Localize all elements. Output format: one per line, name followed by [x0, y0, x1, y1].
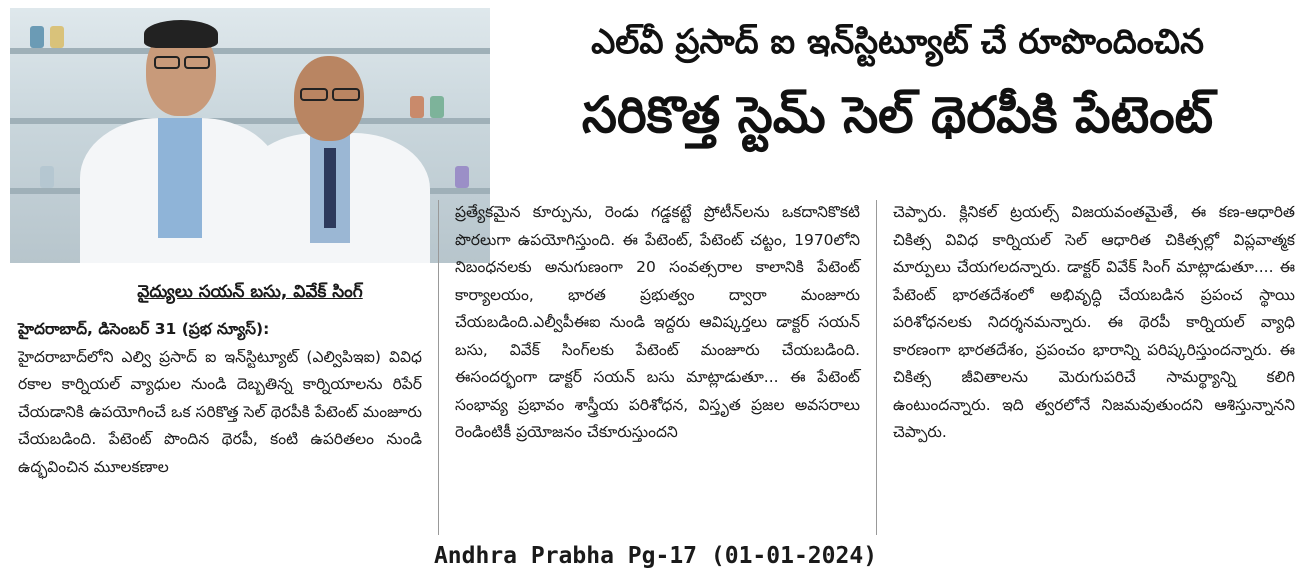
column-divider: [438, 200, 439, 535]
doctors-photo: [10, 8, 490, 263]
article-column-1: [18, 316, 422, 481]
column-divider: [876, 200, 877, 535]
photo-caption: వైద్యులు సయన్ బసు, వివేక్ సింగ్: [137, 282, 363, 302]
headline-line-1: ఎల్‌వీ ప్రసాద్ ఐ ఇన్‌స్టిట్యూట్ చే రూపొందించిన: [591, 22, 1204, 62]
article-column-3: [893, 199, 1295, 447]
headline-line-2: సరికొత్త స్టెమ్ సెల్ థెరపీకి పేటెంట్: [581, 86, 1214, 144]
column-3-text: చెప్పారు. క్లినికల్ ట్రయల్స్ విజయవంతమైతే, ఈ కణ-ఆధారిత చికిత్స వివిధ కార్నియల్ సెల్ ఆధారిత చికిత్సల్లో విప్లవాత్మక మార్పులు చేయగలదన్నారు. డాక్టర్ వివేక్ సింగ్ మాట్లాడుతూ.... ఈ పేటెంట్ భారతదేశంలో అభివృద్ధి చేయబడిన ప్రపంచ స్థాయి పరిశోధనలకు నిదర్శనమన్నారు. ఈ థెరపీ కార్నియల్ వ్యాధి కారణంగా భారతదేశం, ప్రపంచం భారాన్ని పరిష్కరిస్తుందన్నారు. ఈ చికిత్స జీవితాలను మెరుగుపరిచే సామర్థ్యాన్ని కలిగి ఉంటుందన్నారు. ఇది త్వరలోనే నిజమవుతుందని ఆశిస్తున్నానని చెప్పారు.: [893, 203, 1295, 441]
column-2-text: ప్రత్యేకమైన కూర్పును, రెండు గడ్డకట్టే ప్రోటీన్‌లను ఒకదానికొకటి పొరలుగా ఉపయోగిస్తుంది. ఈ పేటెంట్, పేటెంట్ చట్టం, 1970లోని నిబంధనలకు అనుగుణంగా 20 సంవత్సరాల కాలానికి పేటెంట్ కార్యాలయం, భారత ప్రభుత్వం ద్వారా మంజూరు చేయబడింది.ఎల్వీపీఈఐ నుండి ఇద్దరు ఆవిష్కర్తలు డాక్టర్ సయన్ బసు, వివేక్ సింగ్‌లకు పేటెంట్ మంజూరు చేయబడింది. ఈసందర్భంగా డాక్టర్ సయన్ బసు మాట్లాడుతూ... ఈ పేటెంట్ సంభావ్య ప్రభావం శాస్త్రీయ పరిశోధన, విస్తృత ప్రజల అవసరాలు రెండింటికీ ప్రయోజనం చేకూరుస్తుందని: [455, 203, 860, 441]
article-column-2: [455, 199, 860, 447]
dateline: హైదరాబాద్, డిసెంబర్ 31 (ప్రభ న్యూస్):: [18, 320, 270, 338]
source-footer: Andhra Prabha Pg-17 (01-01-2024): [433, 543, 878, 569]
column-1-text: హైదరాబాద్‌లోని ఎల్వి ప్రసాద్ ఐ ఇన్‌స్టిట్యూట్ (ఎల్విపిఇఐ) వివిధ రకాల కార్నియల్ వ్యాధుల నుండి దెబ్బతిన్న కార్నియాలను రిపేర్ చేయడానికి ఉపయోగించే ఒక సరికొత్త సెల్ థెరపీకి పేటెంట్ మంజూరు చేయబడింది. పేటెంట్ పొందిన థెరపీ, కంటి ఉపరితలం నుండి ఉద్భవించిన మూలకణాల: [18, 347, 422, 476]
